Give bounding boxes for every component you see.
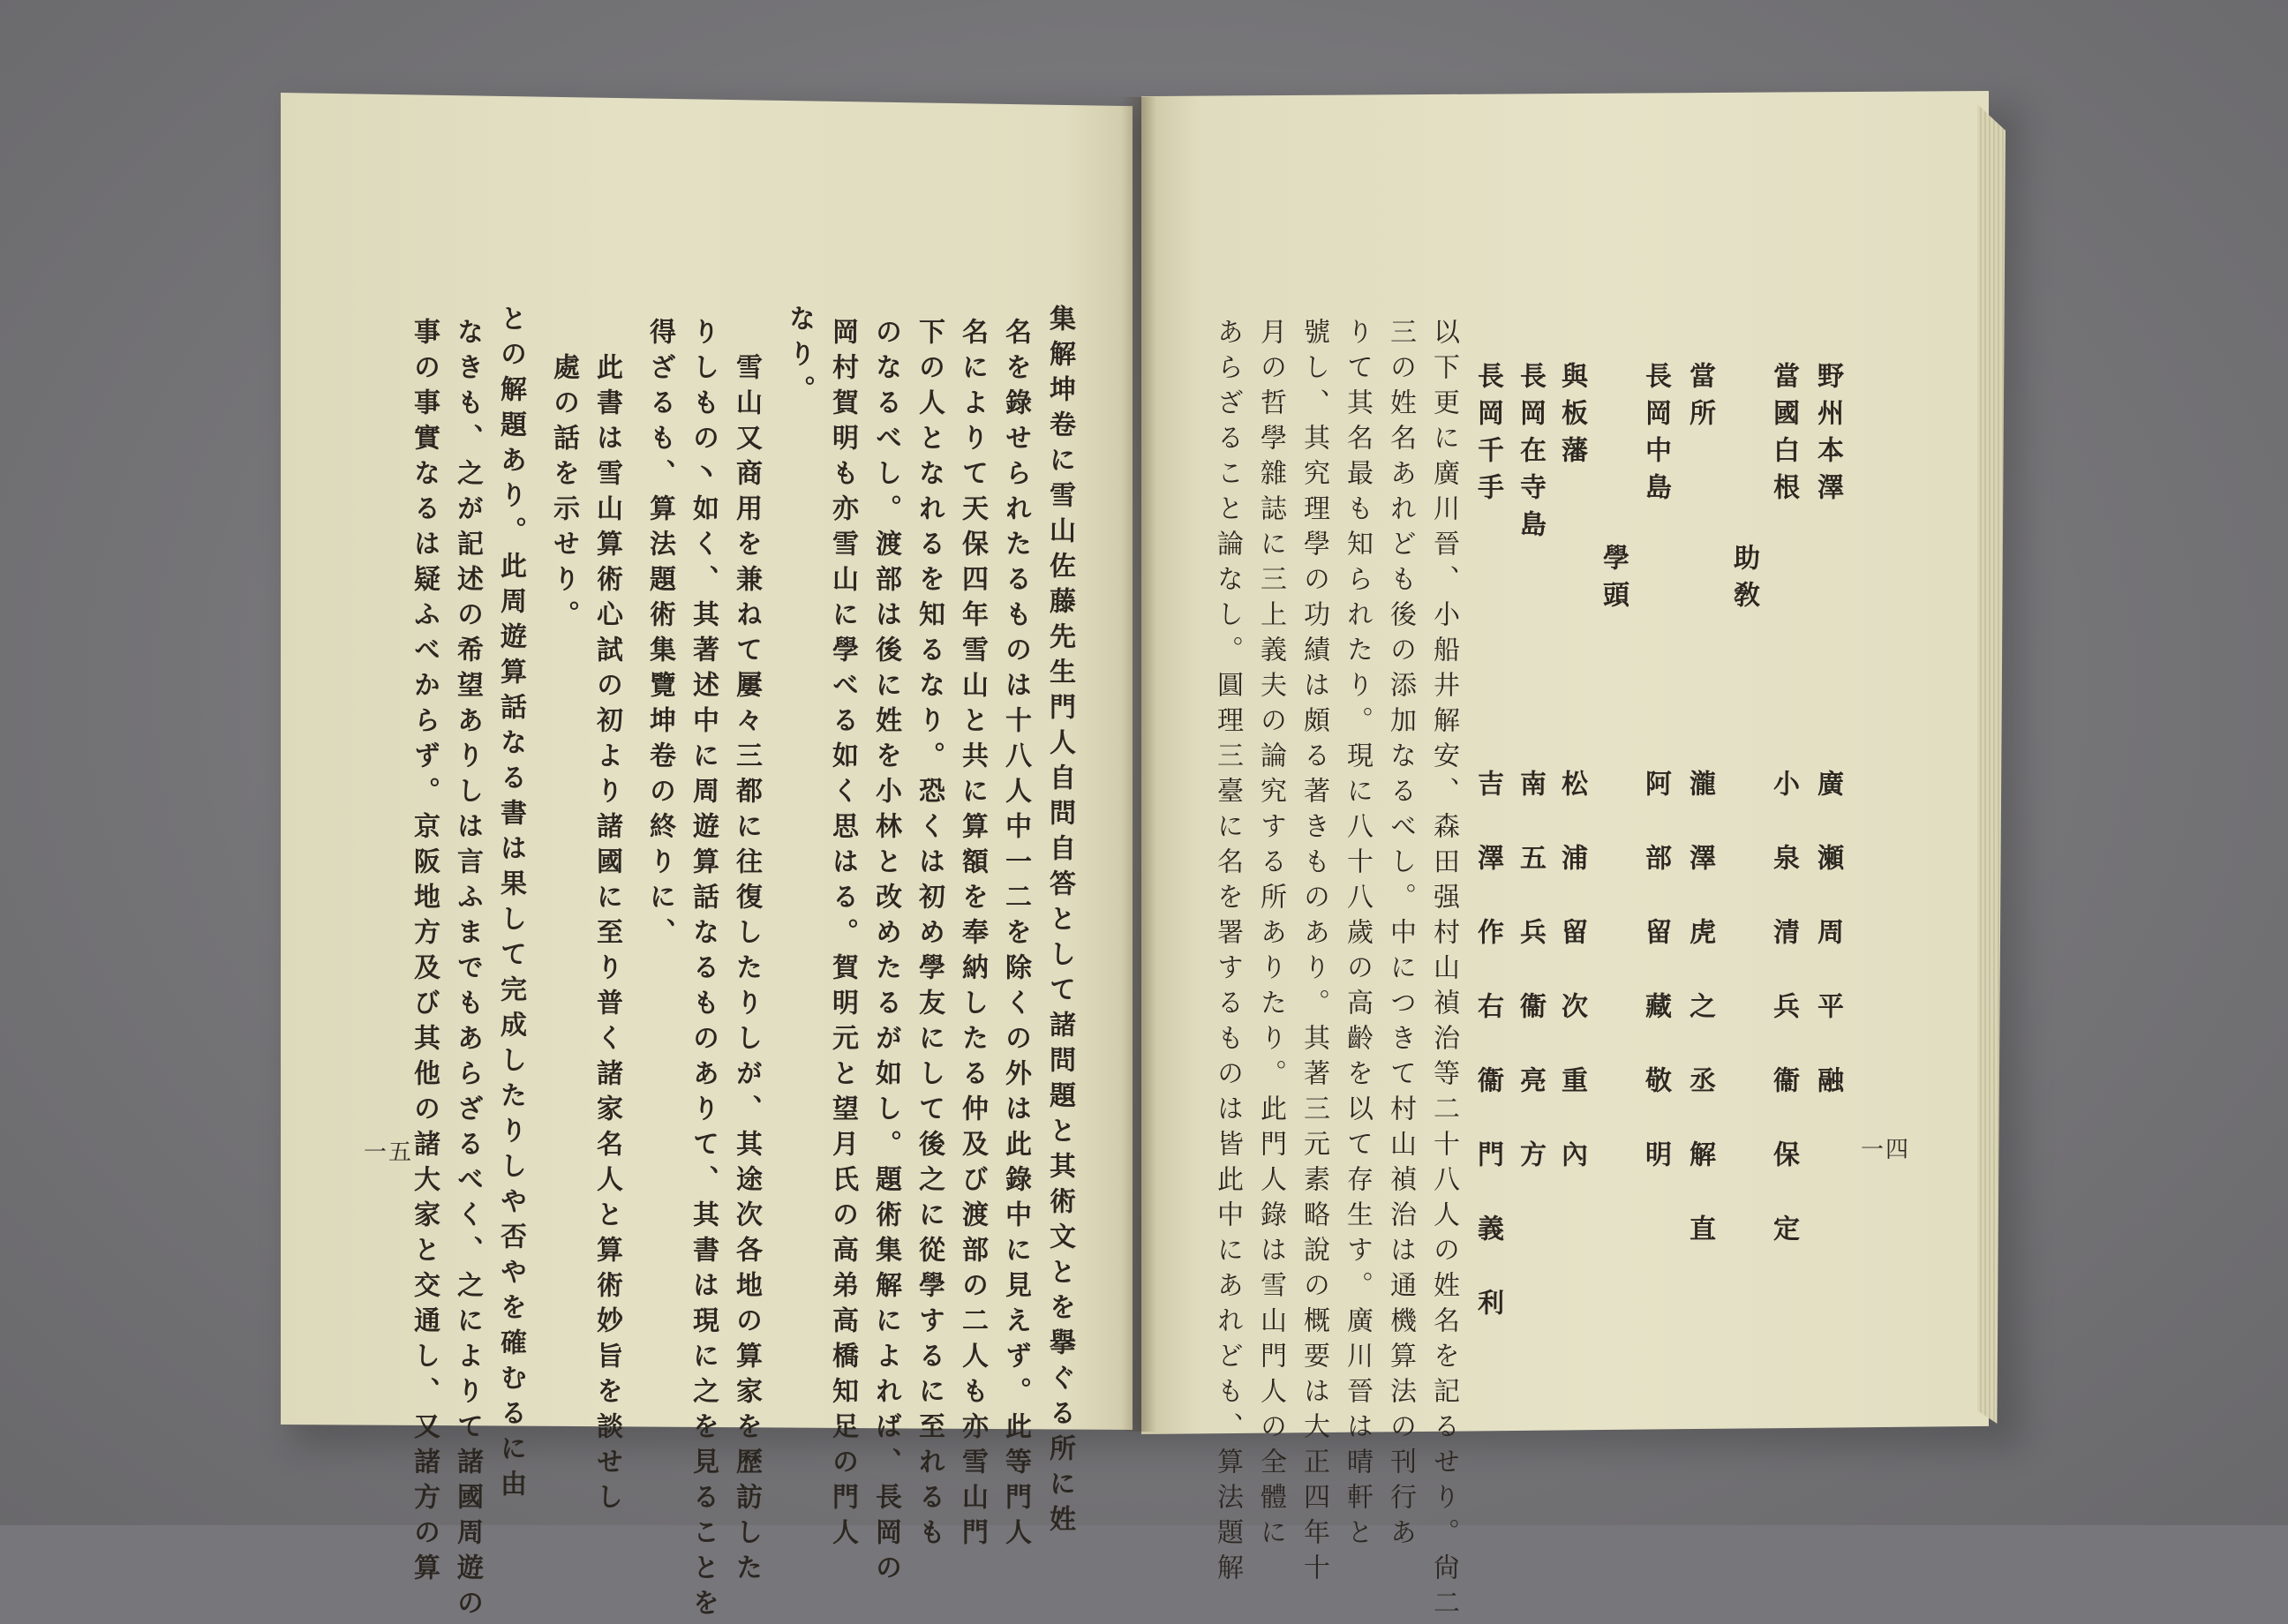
right-page-column: 野州本澤 廣 瀬 周 平 融 — [1812, 362, 1843, 1103]
right-page-column: 當所 瀧 澤 虎 之 丞 解 直 — [1684, 362, 1715, 1252]
left-page-column: 岡村賀明も亦雪山に學べる如く思はる。賀明元と望月氏の高弟高橋知足の門人 — [827, 318, 858, 1553]
left-page-column: との解題あり。此周遊算話なる書は果して完成したりしや否やを確むるに由 — [495, 304, 526, 1505]
right-page-column: 長岡在寺島 南 五 兵 衞 亮 方 — [1515, 362, 1546, 1177]
left-page-column: 名を錄せられたるものは十八人中一二を除くの外は此錄中に見えず。此等門人 — [1000, 318, 1031, 1553]
right-page-column: 與板藩 松 浦 留 次 重 內 — [1556, 362, 1587, 1177]
left-page-column: なり。 — [784, 304, 815, 410]
left-page-column: 集解坤卷に雪山佐藤先生門人自問自答として諸問題と其術文とを擧ぐる所に姓 — [1044, 304, 1075, 1540]
left-page-column: のなるべし。渡部は後に姓を小林と改めたるが如し。題術集解によれば、長岡の — [870, 318, 901, 1589]
left-page-column: りしもの丶如く、其著述中に周遊算話なるものありて、其書は現に之を見ることを — [688, 318, 719, 1624]
left-page-column: 處の話を示せり。 — [548, 318, 579, 635]
left-page-column: 事の事實なるは疑ふべからず。京阪地方及び其他の諸大家と交通し、又諸方の算 — [409, 318, 440, 1589]
left-page-column: なきも、之が記述の希望ありしは言ふまでもあらざるべく、之によりて諸國周遊の — [452, 318, 483, 1624]
right-page-column: 當國白根 小 泉 清 兵 衞 保 定 — [1768, 362, 1799, 1252]
right-page-number: 一四 — [1861, 1137, 1911, 1163]
right-page-column: 長岡中島 阿 部 留 藏 敬 明 — [1640, 362, 1671, 1177]
book-gutter — [1121, 97, 1156, 1432]
right-page-column: 月の哲學雜誌に三上義夫の論究する所ありたり。此門人錄は雪山門人の全體に — [1255, 318, 1286, 1553]
right-page-column: 號し、其究理學の功績は頗る著きものあり。其著三元素略說の概要は大正四年十 — [1298, 318, 1329, 1589]
right-page-column: 三の姓名あれども後の添加なるべし。中につきて村山禎治は通機算法の刊行あ — [1385, 318, 1416, 1553]
left-page-column: 此書は雪山算術心試の初より諸國に至り普く諸家名人と算術妙旨を談せし — [591, 318, 622, 1518]
right-page-column: 長岡千手 吉 澤 作 右 衞 門 義 利 — [1472, 362, 1503, 1326]
left-page-column: 下の人となれるを知るなり。恐くは初め學友にして後之に從學するに至れるも — [914, 318, 945, 1553]
left-page-column: 得ざるも、算法題術集覽坤卷の終りに、 — [644, 318, 675, 953]
left-page-column: 名によりて天保四年雪山と共に算額を奉納したる仲及び渡部の二人も亦雪山門 — [957, 318, 988, 1553]
right-page-column: 學頭 — [1598, 432, 1629, 618]
right-page-column: 助敎 — [1728, 432, 1759, 618]
left-page-column: 雪山又商用を兼ねて屢々三都に往復したりしが、其途次各地の算家を歷訪した — [731, 318, 762, 1589]
left-page-number: 一五 — [364, 1139, 414, 1166]
right-page-column: りて其名最も知られたり。現に八十八歲の高齡を以て存生す。廣川晉は晴軒と — [1342, 318, 1373, 1553]
right-page-column: 以下更に廣川晉、小船井解安、森田强村山禎治等二十八人の姓名を記るせり。尙二 — [1428, 318, 1459, 1624]
right-page-column: あらざること論なし。圓理三臺に名を署するものは皆此中にあれども、算法題解 — [1212, 318, 1243, 1589]
